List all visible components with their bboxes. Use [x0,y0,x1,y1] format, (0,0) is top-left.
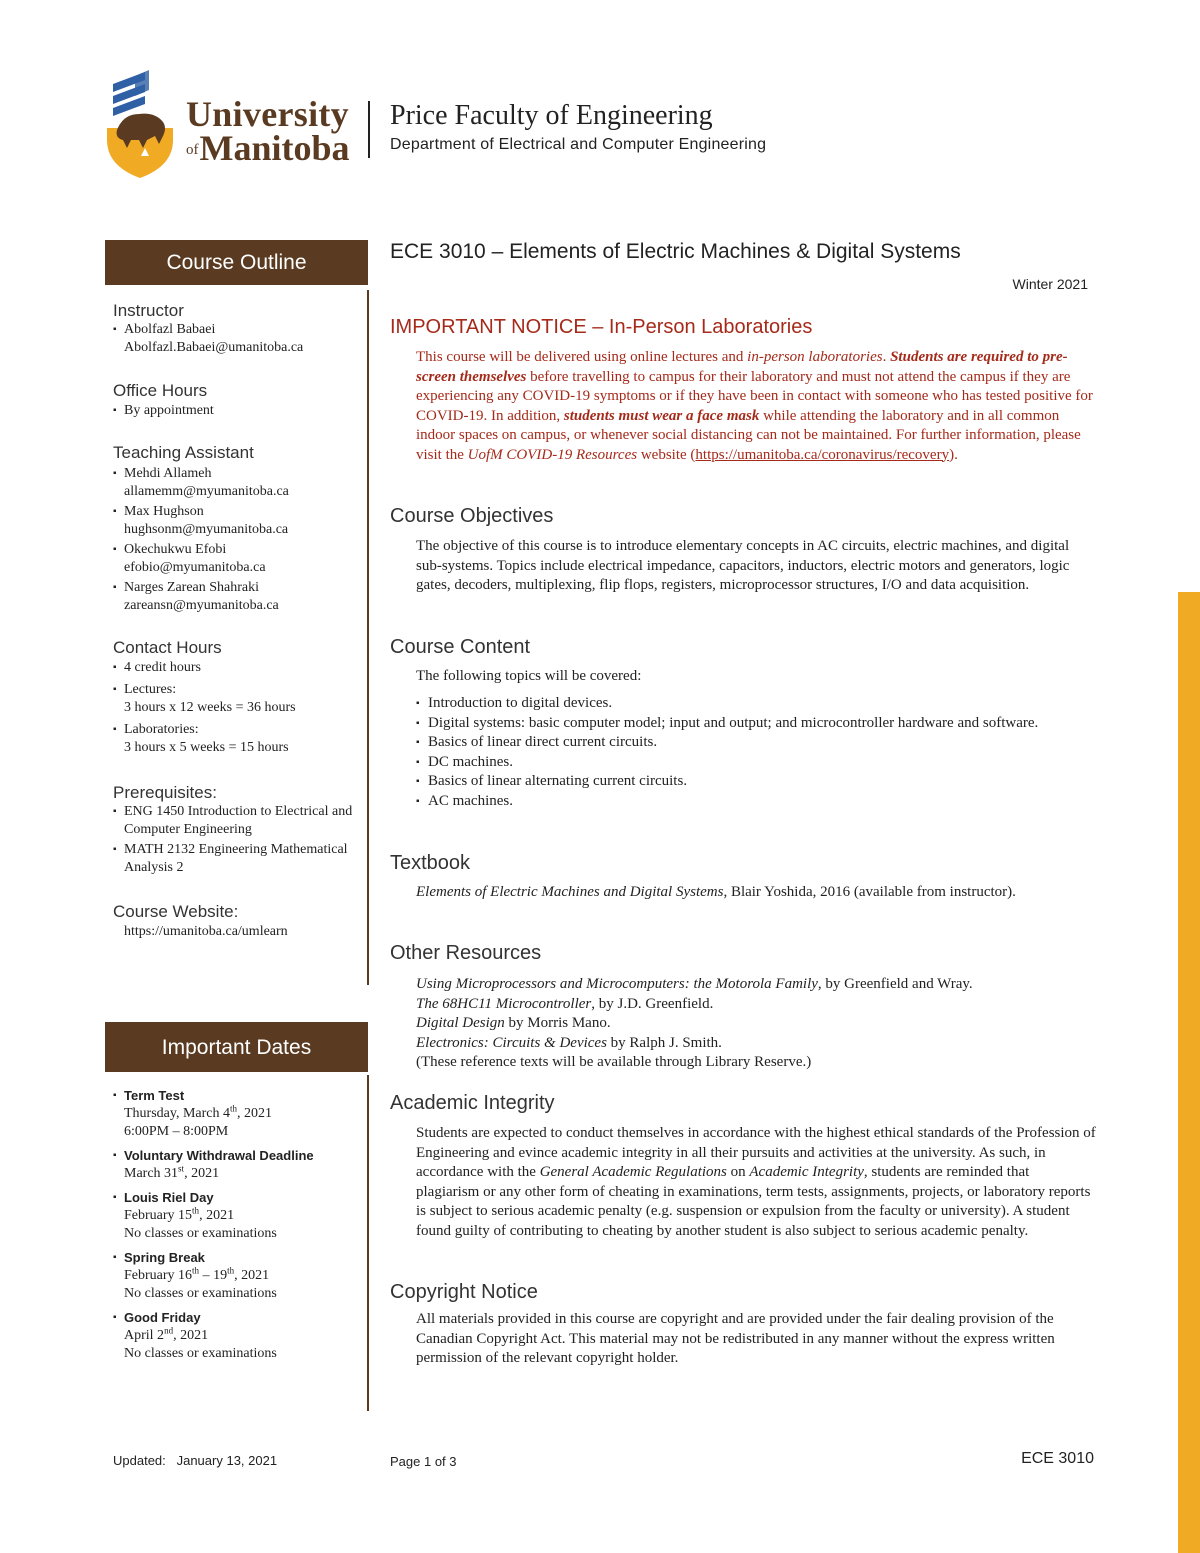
university-name-of: of [186,142,199,158]
date-title: ▪ Spring Break [124,1250,205,1265]
list-item: ▪ 4 credit hours [113,659,363,677]
website-url[interactable]: https://umanitoba.ca/umlearn [124,924,288,939]
labs-label: Laboratories: [124,722,199,737]
notice-paragraph [416,348,1096,465]
notice-text: . [882,349,891,365]
resource-item [416,995,1096,1015]
gold-side-bar [1178,592,1200,1553]
university-wordmark [186,96,350,166]
header-divider [368,101,370,158]
ta-list [113,465,363,617]
textbook-details: , Blair Yoshida, 2016 (available from instructor). [723,884,1016,900]
textbook-paragraph [416,883,1096,903]
resources-heading: Other Resources [390,942,542,964]
department-name: Department of Electrical and Computer Engineering [390,136,767,153]
date-text: , 2021 [184,1166,220,1181]
list-item: ▪ By appointment [113,402,363,420]
contact-hours-list [113,659,363,759]
integrity-text: , students are reminded that plagiarism or any other form of cheating in examinations, term tests, assignments, projects, or laboratory reports is subject to serious academic penalty (e.g. suspension or expulsion from the faculty or university). A student found guilty of contributing to cheating by another student is also subject to serious academic penalty. [416,1164,1091,1239]
date-text: February 15 [124,1208,193,1223]
university-name-line1: University [186,94,349,134]
covid-resources-link[interactable]: https://umanitoba.ca/coronavirus/recovery [695,446,950,463]
integrity-text: Students are expected to conduct themselves in accordance with the highest ethical standards of the Profession of Engineering and evince academic integrity in all their pursuits and activities at the university. As such, in accordance with the [416,1125,1096,1180]
resource-item [416,975,1096,995]
date-note: No classes or examinations [124,1226,277,1241]
sidebar-rule [367,290,369,985]
instructor-title: Instructor [113,301,184,320]
integrity-emphasis: Academic Integrity [749,1164,864,1180]
date-item [113,1309,363,1363]
ta-title: Teaching Assistant [113,443,254,462]
resource-details: , by J.D. Greenfield. [591,995,714,1012]
textbook-heading: Textbook [390,852,471,874]
date-text: April 2 [124,1328,165,1343]
list-item [113,681,363,717]
list-item: ▪ Introduction to digital devices. [416,694,1096,714]
date-item [113,1087,363,1141]
notice-heading: IMPORTANT NOTICE – In-Person Laboratories [390,316,813,338]
ta-email[interactable]: allamemm@myumanitoba.ca [124,484,289,499]
date-title: ▪ Voluntary Withdrawal Deadline [124,1148,314,1163]
date-title: ▪ Louis Riel Day [124,1190,214,1205]
date-sup: th [227,1265,235,1276]
notice-text: ). [949,446,958,463]
list-item: ▪ Digital systems: basic computer model; input and output; and microcontroller hardware and software. [416,714,1096,734]
footer-updated: Updated: January 13, 2021 [113,1453,278,1468]
resource-details: by Ralph J. Smith. [606,1034,722,1051]
lectures-value: 3 hours x 12 weeks = 36 hours [124,700,296,715]
content-intro: The following topics will be covered: [416,668,642,684]
date-sup: th [192,1205,200,1216]
instructor-list [113,321,363,359]
date-text: Thursday, March 4 [124,1106,231,1121]
date-text: , 2021 [199,1208,235,1223]
notice-text: This course will be delivered using online lectures and [416,349,748,365]
university-name-line2: Manitoba [199,128,350,168]
integrity-emphasis: General Academic Regulations [539,1164,727,1180]
content-heading: Course Content [390,636,531,658]
notice-emphasis: in-person laboratories [747,349,883,365]
term-label: Winter 2021 [1012,276,1088,292]
notice-strong: students must wear a face mask [563,407,760,424]
ta-item [113,579,363,615]
labs-value: 3 hours x 5 weeks = 15 hours [124,740,289,755]
date-text: , 2021 [173,1328,209,1343]
resource-title: Using Microprocessors and Microcomputers: the Motorola Family [416,976,818,992]
lectures-label: Lectures: [124,682,177,697]
date-note: No classes or examinations [124,1286,277,1301]
date-title: ▪ Term Test [124,1088,185,1103]
prereqs-title: Prerequisites: [113,783,217,802]
date-item [113,1147,363,1183]
sidebar-rule [367,1075,369,1411]
ta-email[interactable]: zareansn@myumanitoba.ca [124,598,279,613]
resource-details: , by Greenfield and Wray. [817,976,973,992]
office-hours-title: Office Hours [113,381,208,400]
date-text: , 2021 [237,1106,273,1121]
date-item [113,1189,363,1243]
content-list [416,694,1096,811]
prereqs-list [113,803,363,879]
ta-email[interactable]: efobio@myumanitoba.ca [124,560,266,575]
integrity-paragraph [416,1124,1096,1241]
list-item [113,321,363,357]
resource-title: The 68HC11 Microcontroller [416,995,592,1012]
course-title: ECE 3010 – Elements of Electric Machines & Digital Systems [390,240,961,263]
footer-page-number: Page 1 of 3 [390,1454,457,1469]
copyright-heading: Copyright Notice [390,1281,538,1303]
ta-name: Mehdi Allameh [124,466,212,481]
ta-email[interactable]: hughsonm@myumanitoba.ca [124,522,289,537]
ta-item [113,503,363,539]
resource-details: by Morris Mano. [504,1015,611,1031]
instructor-name: Abolfazl Babaei [124,322,216,337]
office-hours-list [113,402,363,422]
date-sup: nd [164,1325,174,1336]
resource-title: Electronics: Circuits & Devices [416,1034,607,1051]
list-item: ▪ DC machines. [416,753,1096,773]
list-item: ▪ Basics of linear alternating current circuits. [416,772,1096,792]
date-text: February 16 [124,1268,193,1283]
important-dates-heading: Important Dates [105,1022,368,1072]
copyright-paragraph: All materials provided in this course are copyright and are provided under the fair dealing provision of the Canadian Copyright Act. This material may not be redistributed in any manner without the express written permission of the relevant copyright holder. [416,1311,1055,1366]
ta-item [113,541,363,577]
instructor-email[interactable]: Abolfazl.Babaei@umanitoba.ca [124,340,304,355]
date-time: 6:00PM – 8:00PM [124,1124,229,1139]
date-sup: th [230,1103,238,1114]
notice-text: website ( [637,446,696,463]
resources-list [416,975,1096,1073]
textbook-title: Elements of Electric Machines and Digital Systems [416,884,724,900]
notice-strong: Students are required to pre-screen themselves [416,349,1068,385]
date-sup: th [192,1265,200,1276]
date-note: No classes or examinations [124,1346,277,1361]
list-item: ▪ ENG 1450 Introduction to Electrical and Computer Engineering [113,803,363,839]
objectives-heading: Course Objectives [390,505,554,527]
resource-item [416,1034,1096,1054]
course-outline-heading: Course Outline [105,240,368,285]
list-item: ▪ Basics of linear direct current circuits. [416,733,1096,753]
date-text: , 2021 [234,1268,270,1283]
ta-name: Max Hughson [124,504,204,519]
faculty-name: Price Faculty of Engineering [390,100,713,131]
resource-note: (These reference texts will be available through Library Reserve.) [416,1054,812,1070]
list-item [113,721,363,757]
date-title: ▪ Good Friday [124,1310,201,1325]
ta-name: Okechukwu Efobi [124,542,227,557]
dates-list [113,1087,363,1369]
notice-emphasis: UofM COVID-19 Resources [467,446,638,463]
ta-name: Narges Zarean Shahraki [124,580,260,595]
date-item [113,1249,363,1303]
notice-text: before travelling to campus for their laboratory and must not attend the campus if they are experiencing any COVID-19 symptoms or if they have been in contact with someone who has tested positive for COVID-19. In addition, [416,368,1093,424]
list-item: ▪ MATH 2132 Engineering Mathematical Analysis 2 [113,841,363,877]
ta-item [113,465,363,501]
date-sup: st [178,1163,185,1174]
objectives-paragraph: The objective of this course is to introduce elementary concepts in AC circuits, electric machines, and digital sub-systems. Topics include electrical impedance, capacitors, inductors, electric motors and generators, logic gates, decoders, multiplexing, flip flops, registers, microprocessor structures, I/O and data acquisition. [416,538,1070,593]
list-item: ▪ AC machines. [416,792,1096,812]
university-crest-logo [105,70,175,180]
integrity-heading: Academic Integrity [390,1092,555,1114]
footer-course-code: ECE 3010 [1021,1450,1094,1467]
date-text: – 19 [199,1268,228,1283]
contact-hours-title: Contact Hours [113,638,222,657]
notice-text: while attending the laboratory and in all common indoor spaces on campus, or whenever social distancing can not be maintained. For further information, please visit the [416,407,1081,463]
date-text: March 31 [124,1166,179,1181]
resource-title: Digital Design [416,1015,505,1031]
website-title: Course Website: [113,902,239,921]
integrity-text: on [726,1164,750,1180]
resource-item [416,1014,1096,1034]
